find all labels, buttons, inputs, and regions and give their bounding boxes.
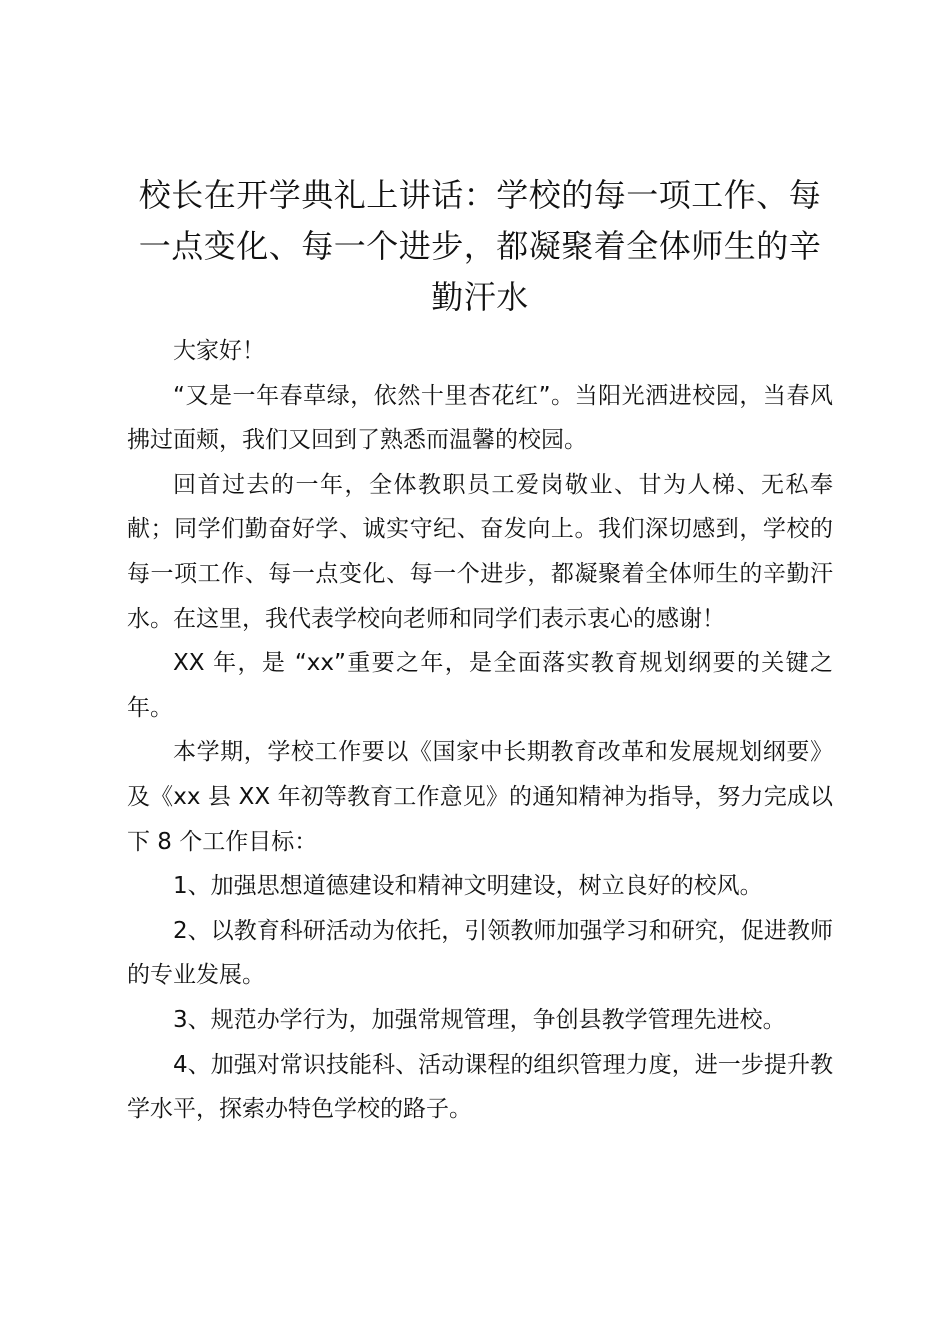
paragraph-greeting: 大家好！ [173,338,265,364]
paragraph-goal-1: 1、加强思想道德建设和精神文明建设，树立良好的校风。 [173,873,763,900]
paragraph-opening: “又是一年春草绿，依然十里杏花红”。当阳光洒进校园，当春风拂过面颊，我们又回到了熟悉而温馨的校园。 [127,382,833,454]
document-page [127,170,833,1132]
paragraph-goals-intro: 本学期，学校工作要以《国家中长期教育改革和发展规划纲要》及《xx 县 XX 年初等教育工作意见》的通知精神为指导，努力完成以下 8 个工作目标： [127,739,833,855]
document-title: 校长在开学典礼上讲话：学校的每一项工作、每一点变化、每一个进步，都凝聚着全体师生的辛勤汗水 [138,176,822,316]
paragraph-goal-2: 2、以教育科研活动为依托，引领教师加强学习和研究，促进教师的专业发展。 [127,917,833,989]
paragraph-goal-4: 4、加强对常识技能科、活动课程的组织管理力度，进一步提升教学水平，探索办特色学校的路子。 [127,1051,833,1123]
paragraph-goal-3: 3、规范办学行为，加强常规管理，争创县教学管理先进校。 [173,1006,786,1033]
paragraph-review: 回首过去的一年，全体教职员工爱岗敬业、甘为人梯、无私奉献；同学们勤奋好学、诚实守纪、奋发向上。我们深切感到，学校的每一项工作、每一点变化、每一个进步，都凝聚着全体师生的辛勤汗水。在这里，我代表学校向老师和同学们表示衷心的感谢！ [127,471,833,632]
paragraph-year: XX 年，是 “xx”重要之年，是全面落实教育规划纲要的关键之年。 [127,650,833,721]
